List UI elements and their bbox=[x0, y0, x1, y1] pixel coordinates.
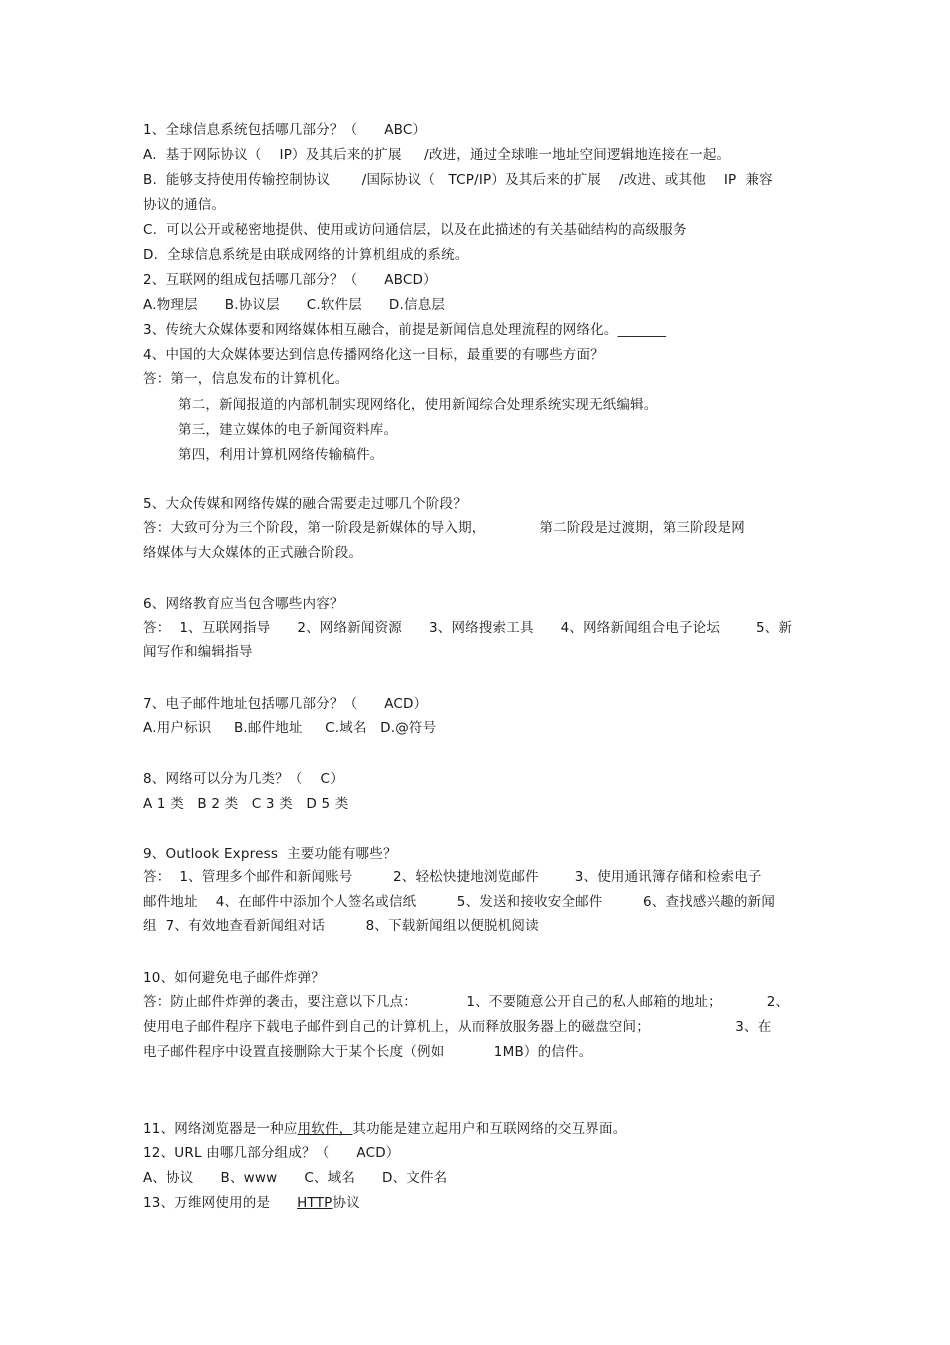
q4-title: 4、中国的大众媒体要达到信息传播网络化这一目标，最重要的有哪些方面？ bbox=[143, 347, 604, 363]
q6-answer-line1: 答： 1、互联网指导 2、网络新闻资源 3、网络搜索工具 4、网络新闻组合电子论坛 5、新 bbox=[143, 620, 793, 636]
q13-line bbox=[143, 1194, 360, 1212]
q7-options: A.用户标识 B.邮件地址 C.域名 D.@符号 bbox=[143, 720, 437, 736]
q6-answer-line2: 闻写作和编辑指导 bbox=[143, 644, 253, 660]
q1-option-c: C. 可以公开或秘密地提供、使用或访问通信层，以及在此描述的有关基础结构的高级服务 bbox=[143, 222, 687, 238]
q5-answer-line1: 答：大致可分为三个阶段，第一阶段是新媒体的导入期， 第二阶段是过渡期，第三阶段是网 bbox=[143, 520, 745, 536]
q3-line bbox=[143, 321, 666, 339]
q6-title: 6、网络教育应当包含哪些内容？ bbox=[143, 596, 344, 612]
q1-option-d: D. 全球信息系统是由联成网络的计算机组成的系统。 bbox=[143, 247, 469, 263]
q2-title: 2、互联网的组成包括哪几部分？（ ABCD） bbox=[143, 272, 437, 288]
q10-answer-line2: 使用电子邮件程序下载电子邮件到自己的计算机上，从而释放服务器上的磁盘空间； 3、在 bbox=[143, 1019, 772, 1035]
q9-answer-line3: 组 7、有效地查看新闻组对话 8、下载新闻组以便脱机阅读 bbox=[143, 918, 539, 934]
q12-options: A、协议 B、www C、域名 D、文件名 bbox=[143, 1170, 448, 1186]
q11-line bbox=[143, 1120, 626, 1138]
q9-title: 9、Outlook Express 主要功能有哪些？ bbox=[143, 846, 397, 862]
q11-underlined-answer: 用软件， bbox=[297, 1121, 353, 1137]
q9-answer-line2: 邮件地址 4、在邮件中添加个人签名或信纸 5、发送和接收安全邮件 6、查找感兴趣的新闻 bbox=[143, 894, 776, 910]
q8-options: A 1 类 B 2 类 C 3 类 D 5 类 bbox=[143, 796, 349, 812]
q11-text-post: 其功能是建立起用户和互联网络的交互界面。 bbox=[352, 1121, 627, 1137]
q2-options: A.物理层 B.协议层 C.软件层 D.信息层 bbox=[143, 297, 446, 313]
q10-answer-line3: 电子邮件程序中设置直接删除大于某个长度（例如 1MB）的信件。 bbox=[143, 1044, 593, 1060]
q4-answer-2: 第二，新闻报道的内部机制实现网络化，使用新闻综合处理系统实现无纸编辑。 bbox=[178, 397, 658, 413]
q3-text: 3、传统大众媒体要和网络媒体相互融合，前提是新闻信息处理流程的网络化。 bbox=[143, 322, 618, 338]
q11-text-pre: 11、网络浏览器是一种应 bbox=[143, 1121, 298, 1137]
q3-blank: _______ bbox=[617, 322, 667, 338]
q13-text-pre: 13、万维网使用的是 bbox=[143, 1195, 298, 1211]
q1-title: 1、全球信息系统包括哪几部分？（ ABC） bbox=[143, 122, 427, 138]
q8-title: 8、网络可以分为几类？（ C） bbox=[143, 771, 344, 787]
q7-title: 7、电子邮件地址包括哪几部分？（ ACD） bbox=[143, 696, 428, 712]
q4-answer-3: 第三，建立媒体的电子新闻资料库。 bbox=[178, 422, 398, 438]
q4-answer-4: 第四，利用计算机网络传输稿件。 bbox=[178, 447, 384, 463]
q5-title: 5、大众传媒和网络传媒的融合需要走过哪几个阶段？ bbox=[143, 496, 467, 512]
q10-title: 10、如何避免电子邮件炸弹？ bbox=[143, 970, 325, 986]
q1-option-b-line2: 协议的通信。 bbox=[143, 197, 226, 213]
q1-option-b-line1: B. 能够支持使用传输控制协议 /国际协议（ TCP/IP）及其后来的扩展 /改进、或其他 IP 兼容 bbox=[143, 172, 773, 188]
q13-text-post: 协议 bbox=[332, 1195, 360, 1211]
q1-option-a: A. 基于网际协议（ IP）及其后来的扩展 /改进，通过全球唯一地址空间逻辑地连接在一起。 bbox=[143, 147, 731, 163]
q5-answer-line2: 络媒体与大众媒体的正式融合阶段。 bbox=[143, 545, 363, 561]
q12-title: 12、URL 由哪几部分组成？（ ACD） bbox=[143, 1145, 400, 1161]
q4-answer-1: 答：第一，信息发布的计算机化。 bbox=[143, 371, 349, 387]
q9-answer-line1: 答： 1、管理多个邮件和新闻账号 2、轻松快捷地浏览邮件 3、使用通讯簿存储和检索电子 bbox=[143, 869, 762, 885]
q10-answer-line1: 答：防止邮件炸弹的袭击，要注意以下几点： 1、不要随意公开自己的私人邮箱的地址； 2、 bbox=[143, 994, 790, 1010]
q13-underlined-answer: HTTP bbox=[297, 1195, 333, 1211]
